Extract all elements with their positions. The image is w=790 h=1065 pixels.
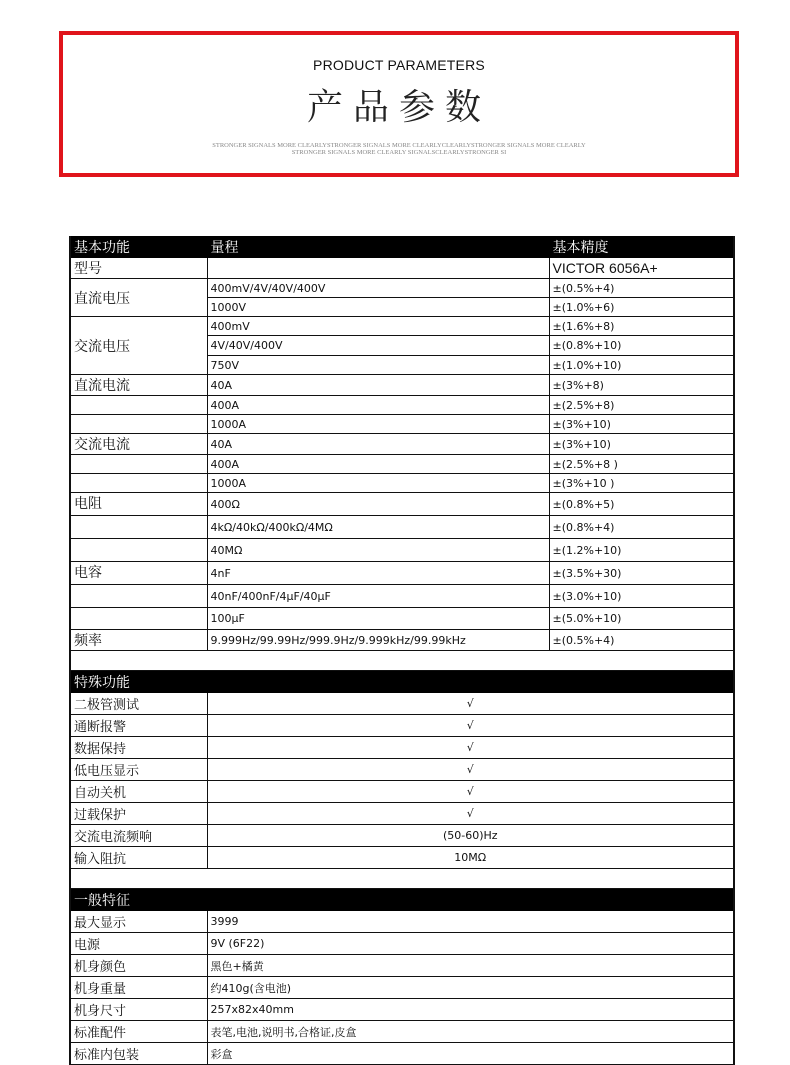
table-row [70,630,734,651]
accuracy-value: ±(2.5%+8 ) [549,455,734,474]
accuracy-value: ±(3%+10 ) [549,474,734,493]
feature-value: √ [207,781,734,803]
accuracy-value: ±(1.0%+6) [549,298,734,317]
banner-slogan [63,142,735,156]
spacer-row [70,869,734,889]
feature-value: √ [207,803,734,825]
table-row [70,651,734,671]
range-value: 400mV/4V/40V/400V [207,279,549,298]
general-value: 表笔,电池,说明书,合格证,皮盒 [207,1021,734,1043]
function-label: 交流电流 [70,434,207,455]
table-row [70,317,734,336]
table-row [70,415,734,434]
section-header-special: 特殊功能 [70,671,734,693]
function-label: 电容 [70,562,207,585]
general-value: 9V (6F22) [207,933,734,955]
table-row [70,375,734,396]
range-value: 400mV [207,317,549,336]
feature-value: √ [207,737,734,759]
table-row [70,955,734,977]
function-label: 直流电流 [70,375,207,396]
function-label: 频率 [70,630,207,651]
feature-label: 通断报警 [70,715,207,737]
general-value: 257x82x40mm [207,999,734,1021]
range-value: 40nF/400nF/4μF/40μF [207,585,549,608]
accuracy-value: ±(1.2%+10) [549,539,734,562]
range-value: 750V [207,356,549,375]
accuracy-value: ±(3.0%+10) [549,585,734,608]
slogan-line-1: STRONGER SIGNALS MORE CLEARLYSTRONGER SIGNALS MORE CLEARLYCLEARLYSTRONGER SIGNALS MORE CLEARLY [212,142,586,149]
feature-label: 交流电流频响 [70,825,207,847]
model-value: VICTOR 6056A+ [549,258,734,279]
range-value: 1000A [207,415,549,434]
general-value: 黑色+橘黄 [207,955,734,977]
table-row [70,279,734,298]
range-value: 40A [207,434,549,455]
table-row [70,493,734,516]
model-range-empty [207,258,549,279]
function-label-empty [70,539,207,562]
banner-title-en: PRODUCT PARAMETERS [313,57,485,73]
table-row [70,237,734,258]
general-label: 标准配件 [70,1021,207,1043]
table-row [70,825,734,847]
feature-value: 10MΩ [207,847,734,869]
table-row [70,869,734,889]
table-row [70,539,734,562]
table-row [70,258,734,279]
table-row [70,608,734,630]
accuracy-value: ±(5.0%+10) [549,608,734,630]
range-value: 400Ω [207,493,549,516]
range-value: 100μF [207,608,549,630]
general-label: 电源 [70,933,207,955]
spacer-row [70,651,734,671]
function-label-empty [70,608,207,630]
table-row [70,455,734,474]
accuracy-value: ±(3%+8) [549,375,734,396]
range-value: 1000A [207,474,549,493]
range-value: 4nF [207,562,549,585]
feature-value: √ [207,693,734,715]
feature-value: √ [207,759,734,781]
range-value: 1000V [207,298,549,317]
function-label-empty [70,415,207,434]
table-row [70,516,734,539]
range-value: 40MΩ [207,539,549,562]
table-row [70,396,734,415]
table-row [70,803,734,825]
feature-label: 二极管测试 [70,693,207,715]
table-row [70,933,734,955]
accuracy-value: ±(0.8%+10) [549,336,734,356]
range-value: 9.999Hz/99.99Hz/999.9Hz/9.999kHz/99.99kHz [207,630,549,651]
general-value: 彩盒 [207,1043,734,1065]
table-row [70,847,734,869]
range-value: 40A [207,375,549,396]
function-label-empty [70,396,207,415]
table-row [70,585,734,608]
feature-label: 自动关机 [70,781,207,803]
table-row [70,715,734,737]
feature-value: √ [207,715,734,737]
model-label: 型号 [70,258,207,279]
accuracy-value: ±(0.5%+4) [549,630,734,651]
section-header-general: 一般特征 [70,889,734,911]
range-value: 4V/40V/400V [207,336,549,356]
spec-table [69,236,735,1065]
feature-label: 低电压显示 [70,759,207,781]
table-row [70,671,734,693]
accuracy-value: ±(3%+10) [549,434,734,455]
table-row [70,889,734,911]
table-row [70,781,734,803]
function-label-empty [70,474,207,493]
table-row [70,474,734,493]
slogan-line-2: STRONGER SIGNALS MORE CLEARLY SIGNALSCLEARLYSTRONGER SI [291,149,507,156]
table-row [70,737,734,759]
table-row [70,1043,734,1065]
accuracy-value: ±(0.8%+5) [549,493,734,516]
feature-label: 数据保持 [70,737,207,759]
banner-title-cn: 产品参数 [306,87,491,128]
function-label-empty [70,585,207,608]
table-row [70,434,734,455]
accuracy-value: ±(1.6%+8) [549,317,734,336]
function-label: 直流电压 [70,279,207,317]
table-row [70,977,734,999]
table-row [70,562,734,585]
general-label: 机身重量 [70,977,207,999]
column-header: 基本精度 [549,237,734,258]
accuracy-value: ±(0.8%+4) [549,516,734,539]
accuracy-value: ±(0.5%+4) [549,279,734,298]
product-parameters-banner [59,31,739,177]
function-label-empty [70,455,207,474]
general-label: 机身尺寸 [70,999,207,1021]
table-row [70,759,734,781]
general-value: 约410g(含电池) [207,977,734,999]
accuracy-value: ±(3.5%+30) [549,562,734,585]
feature-value: (50-60)Hz [207,825,734,847]
table-row [70,911,734,933]
accuracy-value: ±(3%+10) [549,415,734,434]
accuracy-value: ±(1.0%+10) [549,356,734,375]
accuracy-value: ±(2.5%+8) [549,396,734,415]
function-label: 交流电压 [70,317,207,375]
table-row [70,999,734,1021]
general-label: 机身颜色 [70,955,207,977]
table-row [70,1021,734,1043]
column-header: 基本功能 [70,237,207,258]
function-label-empty [70,516,207,539]
range-value: 400A [207,396,549,415]
general-label: 标准内包装 [70,1043,207,1065]
range-value: 400A [207,455,549,474]
range-value: 4kΩ/40kΩ/400kΩ/4MΩ [207,516,549,539]
general-label: 最大显示 [70,911,207,933]
general-value: 3999 [207,911,734,933]
table-row [70,693,734,715]
feature-label: 输入阻抗 [70,847,207,869]
column-header: 量程 [207,237,549,258]
function-label: 电阻 [70,493,207,516]
feature-label: 过载保护 [70,803,207,825]
